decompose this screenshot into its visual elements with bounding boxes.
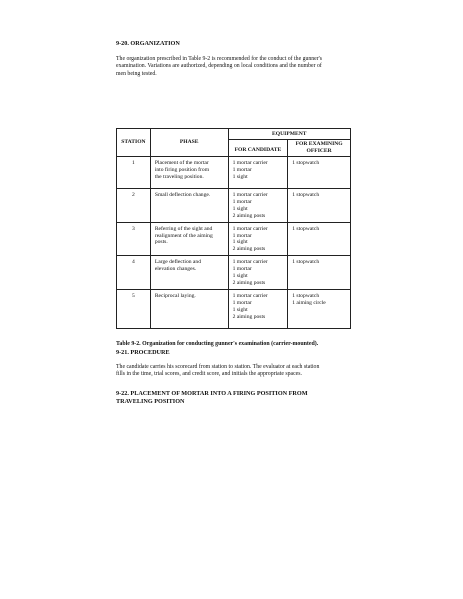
cell-line: Reciprocal laying.	[154, 292, 196, 299]
cell-line: Referring of the sight and	[154, 225, 213, 232]
cell-line: 1 mortar carrier	[232, 192, 268, 198]
cell-line: Large deflection and	[154, 259, 202, 266]
candidate-equipment-cell	[228, 189, 288, 223]
header-for-examining-officer	[288, 140, 351, 157]
station-cell: 2	[117, 189, 151, 223]
candidate-equipment-cell	[228, 157, 288, 189]
cell-line: Placement of the mortar	[154, 160, 209, 166]
cell-line: 1 mortar carrier	[232, 292, 268, 299]
cell-line: 1 mortar	[232, 299, 252, 306]
cell-line: 1 stopwatch	[292, 259, 320, 266]
cell-line: 1 stopwatch	[292, 292, 320, 299]
cell-line: 1 mortar carrier	[232, 225, 268, 232]
organization-paragraph	[116, 56, 351, 78]
cell-line: 1 stopwatch	[292, 225, 320, 232]
header-line: OFFICER	[306, 148, 332, 154]
cell-line: 1 stopwatch	[292, 192, 320, 198]
cell-line: 1 stopwatch	[292, 160, 320, 166]
cell-line: 1 mortar	[232, 198, 252, 205]
table-row	[117, 189, 351, 223]
phase-cell	[150, 289, 228, 328]
cell-line: elevation changes.	[154, 266, 197, 273]
heading-line: TRAVELING POSITION	[116, 398, 185, 405]
paragraph-line: men being tested.	[116, 70, 157, 77]
header-line: FOR EXAMINING	[295, 141, 343, 148]
table-row	[117, 289, 351, 328]
phase-cell	[150, 157, 228, 189]
candidate-equipment-cell	[228, 222, 288, 256]
table-row	[117, 222, 351, 256]
cell-line: 2 aiming posts	[232, 246, 266, 253]
phase-cell	[150, 189, 228, 223]
cell-line: 2 aiming posts	[232, 313, 266, 320]
paragraph-line: examination. Variations are authorized, depending on local conditions and the number of	[116, 63, 322, 70]
procedure-paragraph	[116, 364, 351, 379]
cell-line: posts.	[154, 239, 168, 246]
cell-line: 1 sight	[232, 306, 248, 313]
table-row	[117, 157, 351, 189]
officer-equipment-cell	[288, 289, 351, 328]
cell-line: 1 sight	[232, 273, 248, 280]
section-heading-procedure: 9-21. PROCEDURE	[116, 349, 170, 356]
organization-table	[116, 128, 351, 329]
station-cell: 5	[117, 289, 151, 328]
header-station: STATION	[117, 129, 151, 157]
cell-line: 1 mortar	[232, 232, 252, 239]
table-body	[117, 157, 351, 329]
cell-line: 1 mortar carrier	[232, 259, 268, 266]
cell-line: 2 aiming posts	[232, 212, 266, 219]
station-cell: 1	[117, 157, 151, 189]
cell-line: realignment of the aiming	[154, 232, 213, 239]
candidate-equipment-cell	[228, 289, 288, 328]
cell-line: into firing position from	[154, 166, 210, 173]
section-heading-placement	[116, 390, 351, 406]
officer-equipment-cell	[288, 157, 351, 189]
cell-line: 1 mortar	[232, 266, 252, 273]
station-cell: 4	[117, 256, 151, 290]
section-heading-organization: 9-20. ORGANIZATION	[116, 40, 180, 47]
phase-cell	[150, 222, 228, 256]
cell-line: 2 aiming posts	[232, 279, 266, 286]
cell-line: the traveling position.	[154, 173, 204, 180]
header-equipment: EQUIPMENT	[228, 129, 350, 140]
table-caption: Table 9-2. Organization for conducting gunner's examination (carrier-mounted).	[116, 340, 319, 347]
paragraph-line: The organization prescribed in Table 9-2 is recommended for the conduct of the gunner's	[116, 56, 322, 62]
cell-line: 1 mortar carrier	[232, 160, 268, 166]
table-row	[117, 256, 351, 290]
cell-line: 1 sight	[232, 205, 248, 212]
station-cell: 3	[117, 222, 151, 256]
officer-equipment-cell	[288, 222, 351, 256]
officer-equipment-cell	[288, 189, 351, 223]
paragraph-line: The candidate carries his scorecard from station to station. The evaluator at each station	[116, 364, 320, 370]
header-phase: PHASE	[150, 129, 228, 157]
cell-line: Small deflection change.	[154, 192, 211, 198]
cell-line: 1 mortar	[232, 166, 252, 173]
officer-equipment-cell	[288, 256, 351, 290]
header-for-candidate: FOR CANDIDATE	[228, 140, 288, 157]
cell-line: 1 aiming circle	[292, 299, 326, 306]
heading-line: 9-22. PLACEMENT OF MORTAR INTO A FIRING POSITION FROM	[116, 390, 308, 397]
cell-line: 1 sight	[232, 173, 248, 180]
phase-cell	[150, 256, 228, 290]
cell-line: 1 sight	[232, 239, 248, 246]
paragraph-line: fills in the time, trial scores, and credit score, and initials the appropriate spaces.	[116, 371, 302, 378]
candidate-equipment-cell	[228, 256, 288, 290]
